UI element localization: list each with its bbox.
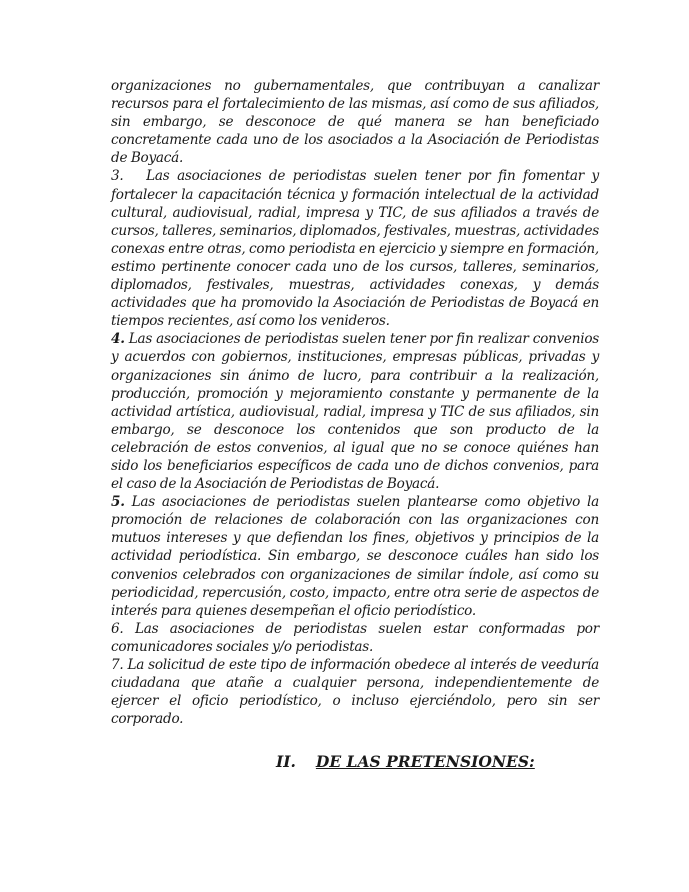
- section-numeral: II.: [276, 752, 296, 771]
- paragraph-text: Las asociaciones de periodistas suelen plantearse como objetivo la promoción de relaciones de colaboración con las organizaciones con mutuos intereses y que defiendan los fines, objetivos y principios de la actividad periodística. Sin embargo, se desconoce cuáles han sido los convenios celebrados con organizaciones de similar índole, así como su periodicidad, repercusión, costo, impacto, entre otra serie de aspectos de interés para quienes desempeñan el oficio periodístico.: [111, 494, 599, 619]
- document-body: [111, 77, 599, 728]
- paragraph-7: [111, 656, 599, 728]
- paragraph-text: Las asociaciones de periodistas suelen tener por fin fomentar y fortalecer la capacitación técnica y formación intelectual de la actividad cultural, audiovisual, radial, impresa y TIC, de sus afiliados a través de cursos, talleres, seminarios, diplomados, festivales, muestras, actividades conexas entre otras, como periodista en ejercicio y siempre en formación, estimo pertinente conocer cada uno de los cursos, talleres, seminarios, diplomados, festivales, muestras, actividades conexas, y demás actividades que ha promovido la Asociación de Periodistas de Boyacá en tiempos recientes, así como los venideros.: [111, 168, 600, 330]
- paragraph-3: [111, 167, 599, 330]
- paragraph-4: [111, 330, 599, 493]
- paragraph-number: 6.: [111, 620, 124, 637]
- paragraph-5: [111, 493, 599, 620]
- paragraph-number: 7.: [111, 657, 124, 673]
- paragraph-text: Las asociaciones de periodistas suelen estar conformadas por comunicadores sociales y/o periodistas.: [111, 620, 599, 655]
- paragraph-text: organizaciones no gubernamentales, que contribuyan a canalizar recursos para el fortalecimiento de las mismas, así como de sus afiliados, sin embargo, se desconoce de qué manera se han beneficiado concretamente cada uno de los asociados a la Asociación de Periodistas de Boyacá.: [111, 78, 599, 167]
- paragraph-number: 4.: [111, 331, 125, 348]
- paragraph-6: [111, 620, 599, 656]
- paragraph-number: 3.: [111, 168, 124, 185]
- paragraph-number: 5.: [111, 494, 125, 511]
- section-title: DE LAS PRETENSIONES:: [315, 752, 535, 771]
- section-heading: [276, 752, 535, 771]
- paragraph-continuation: [111, 77, 599, 167]
- paragraph-text: Las asociaciones de periodistas suelen tener por fin realizar convenios y acuerdos con gobiernos, instituciones, empresas públicas, privadas y organizaciones sin ánimo de lucro, para contribuir a la realización, producción, promoción y mejoramiento constante y permanente de la actividad artística, audiovisual, radial, impresa y TIC de sus afiliados, sin embargo, se desconoce los contenidos que son producto de la celebración de estos convenios, al igual que no se conoce quiénes han sido los beneficiarios específicos de cada uno de dichos convenios, para el caso de la Asociación de Periodistas de Boyacá.: [111, 331, 599, 493]
- paragraph-text: La solicitud de este tipo de información obedece al interés de veeduría ciudadana que atañe a cualquier persona, independientemente de ejercer el oficio periodístico, o incluso ejerciéndolo, pero sin ser corporado.: [111, 657, 599, 728]
